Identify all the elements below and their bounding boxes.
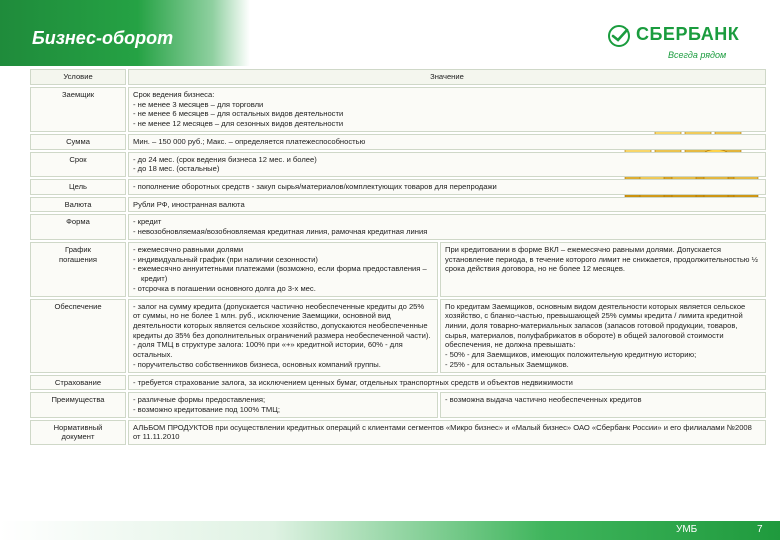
term-line: - до 18 мес. (остальные)	[133, 164, 220, 174]
row-value-form	[128, 214, 766, 239]
collateral-note-list	[445, 350, 761, 369]
row-label-advantages: Преимущества	[30, 392, 126, 417]
table-row	[30, 179, 766, 195]
collateral-line: - залог на сумму кредита (допускается частично необеспеченные кредиты до 25% от суммы, но не более 1 млн. руб., исключение Заемщики, основной вид деятельности которых является сельское хозяйство, допускаются необеспеченные кредиты до 35% без дополнительных ограничений размера необеспеченной части).	[133, 301, 431, 340]
credit-terms-table	[28, 67, 768, 447]
table-row	[30, 214, 766, 239]
collateral-line: - доля ТМЦ в структуре залога: 100% при «+» кредитной истории, 60% - для остальных.	[133, 340, 403, 360]
row-value-schedule	[128, 242, 438, 297]
table-row	[30, 299, 766, 373]
row-value-purpose: - пополнение оборотных средств - закуп сырья/материалов/комплектующих товаров для перепродажи	[128, 179, 766, 195]
row-label-form: Форма	[30, 214, 126, 239]
list-item: - ежемесячно аннуитетными платежами (возможно, если форма предоставления – кредит)	[133, 264, 427, 284]
slide-footer	[0, 521, 780, 540]
table-row	[30, 152, 766, 177]
slide-title: Бизнес-оборот	[32, 28, 174, 48]
table-row	[30, 420, 766, 445]
schedule-label-line: График	[65, 244, 91, 254]
row-label-regulation	[30, 420, 126, 445]
table-header-row	[30, 69, 766, 85]
table-row	[30, 134, 766, 150]
row-value-borrower	[128, 87, 766, 132]
borrower-line: Срок ведения бизнеса:	[133, 90, 215, 99]
row-value-advantages	[128, 392, 438, 417]
row-value-amount: Мин. – 150 000 руб.; Макс. – определяется платежеспособностью	[128, 134, 766, 150]
row-value-collateral	[128, 299, 438, 373]
header-value: Значение	[128, 69, 766, 85]
row-value-schedule-note: При кредитовании в форме ВКЛ – ежемесячно равными долями. Допускается установление периода, в течение которого лимит не снижается, продолжительностью ½ срока действия договора, но не более 12 месяцев.	[440, 242, 766, 297]
table-row	[30, 392, 766, 417]
borrower-line: - не менее 6 месяцев – для остальных видов деятельности	[133, 109, 344, 119]
list-item: - отсрочка в погашении основного долга до 3-х мес.	[133, 283, 316, 293]
table-row	[30, 242, 766, 297]
schedule-label-line: погашения	[58, 254, 98, 264]
row-label-currency: Валюта	[30, 197, 126, 213]
collateral-note-intro: По кредитам Заемщиков, основным видом деятельности которых является сельское хозяйство, с бланко-частью, превышающей 25% суммы кредита / лимита кредитной линии, доля товарно-материальных запасов (запасов готовой продукции, товаров, сырья, материалов, полуфабрикатов в обороте) в общей залоговой стоимости обеспечения, не должна превышать:	[445, 301, 746, 350]
list-item: - 50% - для Заемщиков, имеющих положительную кредитную историю;	[445, 350, 697, 360]
row-label-insurance: Страхование	[30, 375, 126, 391]
row-value-insurance: - требуется страхование залога, за исключением ценных бумаг, отдельных транспортных средств и объектов недвижимости	[128, 375, 766, 391]
form-line: - кредит	[133, 217, 162, 227]
table-row	[30, 375, 766, 391]
collateral-line: - поручительство собственников бизнеса, основных компаний группы.	[133, 359, 381, 369]
slide-header	[0, 0, 780, 66]
page-number: 7	[757, 524, 763, 535]
row-value-regulation: АЛЬБОМ ПРОДУКТОВ при осуществлении кредитных операций с клиентами сегментов «Микро бизнес» и «Малый бизнес» ОАО «Сбербанк России» и его филиалами №2008 от 11.11.2010	[128, 420, 766, 445]
schedule-list	[133, 245, 433, 294]
row-value-currency: Рубли РФ, иностранная валюта	[128, 197, 766, 213]
term-line: - до 24 мес. (срок ведения бизнеса 12 мес. и более)	[133, 154, 317, 164]
footer-department: УМБ	[676, 524, 698, 535]
row-label-collateral: Обеспечение	[30, 299, 126, 373]
header-condition: Условие	[30, 69, 126, 85]
row-value-advantages-note: - возможна выдача частично необеспеченных кредитов	[440, 392, 766, 417]
table-row	[30, 197, 766, 213]
regulation-label-line: Нормативный	[53, 422, 103, 432]
regulation-label-line: документ	[61, 432, 95, 442]
list-item: - 25% - для остальных Заемщиков.	[445, 359, 569, 369]
row-label-purpose: Цель	[30, 179, 126, 195]
row-label-schedule	[30, 242, 126, 297]
list-item: - индивидуальный график (при наличии сезонности)	[133, 254, 318, 264]
borrower-line: - не менее 3 месяцев – для торговли	[133, 99, 264, 109]
advantages-line: - различные формы предоставления;	[133, 395, 266, 405]
list-item: - ежемесячно равными долями	[133, 244, 244, 254]
logo-slogan: Всегда рядом	[668, 50, 727, 60]
row-label-amount: Сумма	[30, 134, 126, 150]
sberbank-logo	[606, 22, 766, 62]
row-value-collateral-note	[440, 299, 766, 373]
row-label-term: Срок	[30, 152, 126, 177]
advantages-line: - возможно кредитование под 100% ТМЦ;	[133, 404, 280, 414]
form-line: - невозобновляемая/возобновляемая кредитная линия, рамочная кредитная линия	[133, 227, 428, 237]
table-row	[30, 87, 766, 132]
logo-text: СБЕРБАНК	[636, 24, 740, 44]
row-value-term	[128, 152, 766, 177]
row-label-borrower: Заемщик	[30, 87, 126, 132]
borrower-line: - не менее 12 месяцев – для сезонных видов деятельности	[133, 119, 344, 129]
sberbank-logo-icon	[608, 25, 630, 47]
